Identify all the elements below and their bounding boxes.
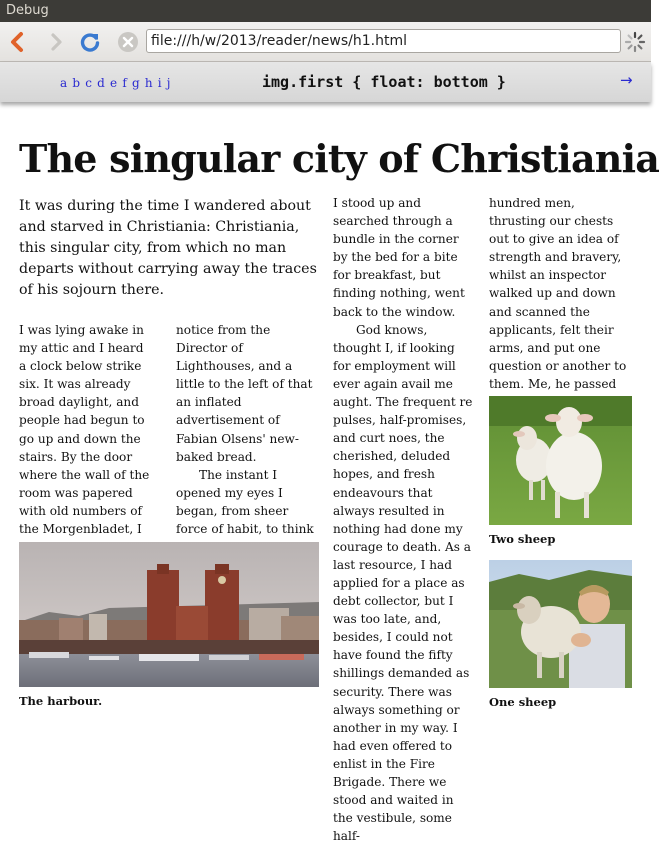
text-column-4 bbox=[489, 194, 635, 429]
forward-arrow-icon[interactable] bbox=[44, 30, 68, 54]
letter-link[interactable]: i bbox=[157, 76, 162, 90]
letter-links bbox=[60, 76, 176, 90]
article-lead: It was during the time I wandered about and starved in Christiania: Christiania, this singular city, from which no man departs without carrying away the traces of his sojourn there. bbox=[19, 198, 317, 298]
text-column-1 bbox=[19, 321, 151, 574]
next-arrow-link[interactable]: → bbox=[620, 71, 633, 89]
article-page bbox=[0, 102, 659, 844]
paragraph: I stood up and searched through a bundle in the corner by the bed for a bite for breakfast, but finding nothing, went back to the window. bbox=[333, 196, 465, 319]
one-sheep-image bbox=[489, 560, 632, 688]
letter-link[interactable]: j bbox=[166, 76, 171, 90]
harbour-image bbox=[19, 542, 319, 687]
letter-link[interactable]: g bbox=[131, 76, 140, 90]
article-title: The singular city of Christiania bbox=[19, 136, 659, 181]
reload-icon[interactable] bbox=[78, 30, 102, 54]
paragraph: notice from the Director of Lighthouses, and a little to the left of that an inflated advertisement of Fabian Olsens' new-baked bread. bbox=[176, 323, 313, 464]
paragraph: The instant I opened my eyes I began, from sheer force of habit, to think bbox=[176, 467, 314, 537]
letter-link[interactable]: b bbox=[72, 76, 81, 90]
one-sheep-caption: One sheep bbox=[489, 695, 557, 709]
letter-link[interactable]: h bbox=[144, 76, 153, 90]
paragraph: hundred men, thrusting our chests out to give an idea of strength and bravery, whilst an inspector walked up and down and scanned the applicants, felt their arms, and put one question or another to them. Me, he passed bbox=[489, 196, 627, 391]
stop-icon[interactable] bbox=[116, 30, 140, 54]
harbour-caption: The harbour. bbox=[19, 694, 103, 708]
url-input[interactable]: file:///h/w/2013/reader/news/h1.html bbox=[146, 29, 621, 53]
debug-toolbar bbox=[0, 62, 651, 102]
letter-link[interactable]: a bbox=[60, 76, 68, 90]
css-rule-label: img.first { float: bottom } bbox=[262, 73, 506, 91]
navigation-bar bbox=[0, 22, 651, 62]
window-title: Debug bbox=[6, 3, 49, 18]
loading-spinner-icon bbox=[624, 31, 646, 53]
back-arrow-icon[interactable] bbox=[6, 30, 30, 54]
letter-link[interactable]: f bbox=[122, 76, 127, 90]
letter-link[interactable]: e bbox=[110, 76, 118, 90]
letter-link[interactable]: c bbox=[85, 76, 92, 90]
paragraph: I was lying awake in my attic and I heard a clock below strike six. It was already broad daylight, and people had begun to go up and down the stairs. By the door where the wall of the room was papered with old numbers of the Morgenbladet, I bbox=[19, 323, 150, 537]
letter-link[interactable]: d bbox=[97, 76, 105, 90]
two-sheep-caption: Two sheep bbox=[489, 532, 556, 546]
window-titlebar bbox=[0, 0, 651, 22]
paragraph: God knows, thought I, if looking for employment will ever again avail me aught. The frequent re pulses, half-promises, and curt noes, the cherished, deluded hopes, and fresh endeavours that always resulted in nothing had done my courage to death. As a last resource, I had applied for a place as debt collector, but I was too late, and, besides, I could not have found the fifty shillings demanded as security. There was always something or another in my way. I had even offered to enlist in the Fire Brigade. There we stood and waited in the vestibule, some half- bbox=[333, 322, 473, 844]
text-column-3 bbox=[333, 194, 474, 845]
two-sheep-image bbox=[489, 396, 632, 525]
